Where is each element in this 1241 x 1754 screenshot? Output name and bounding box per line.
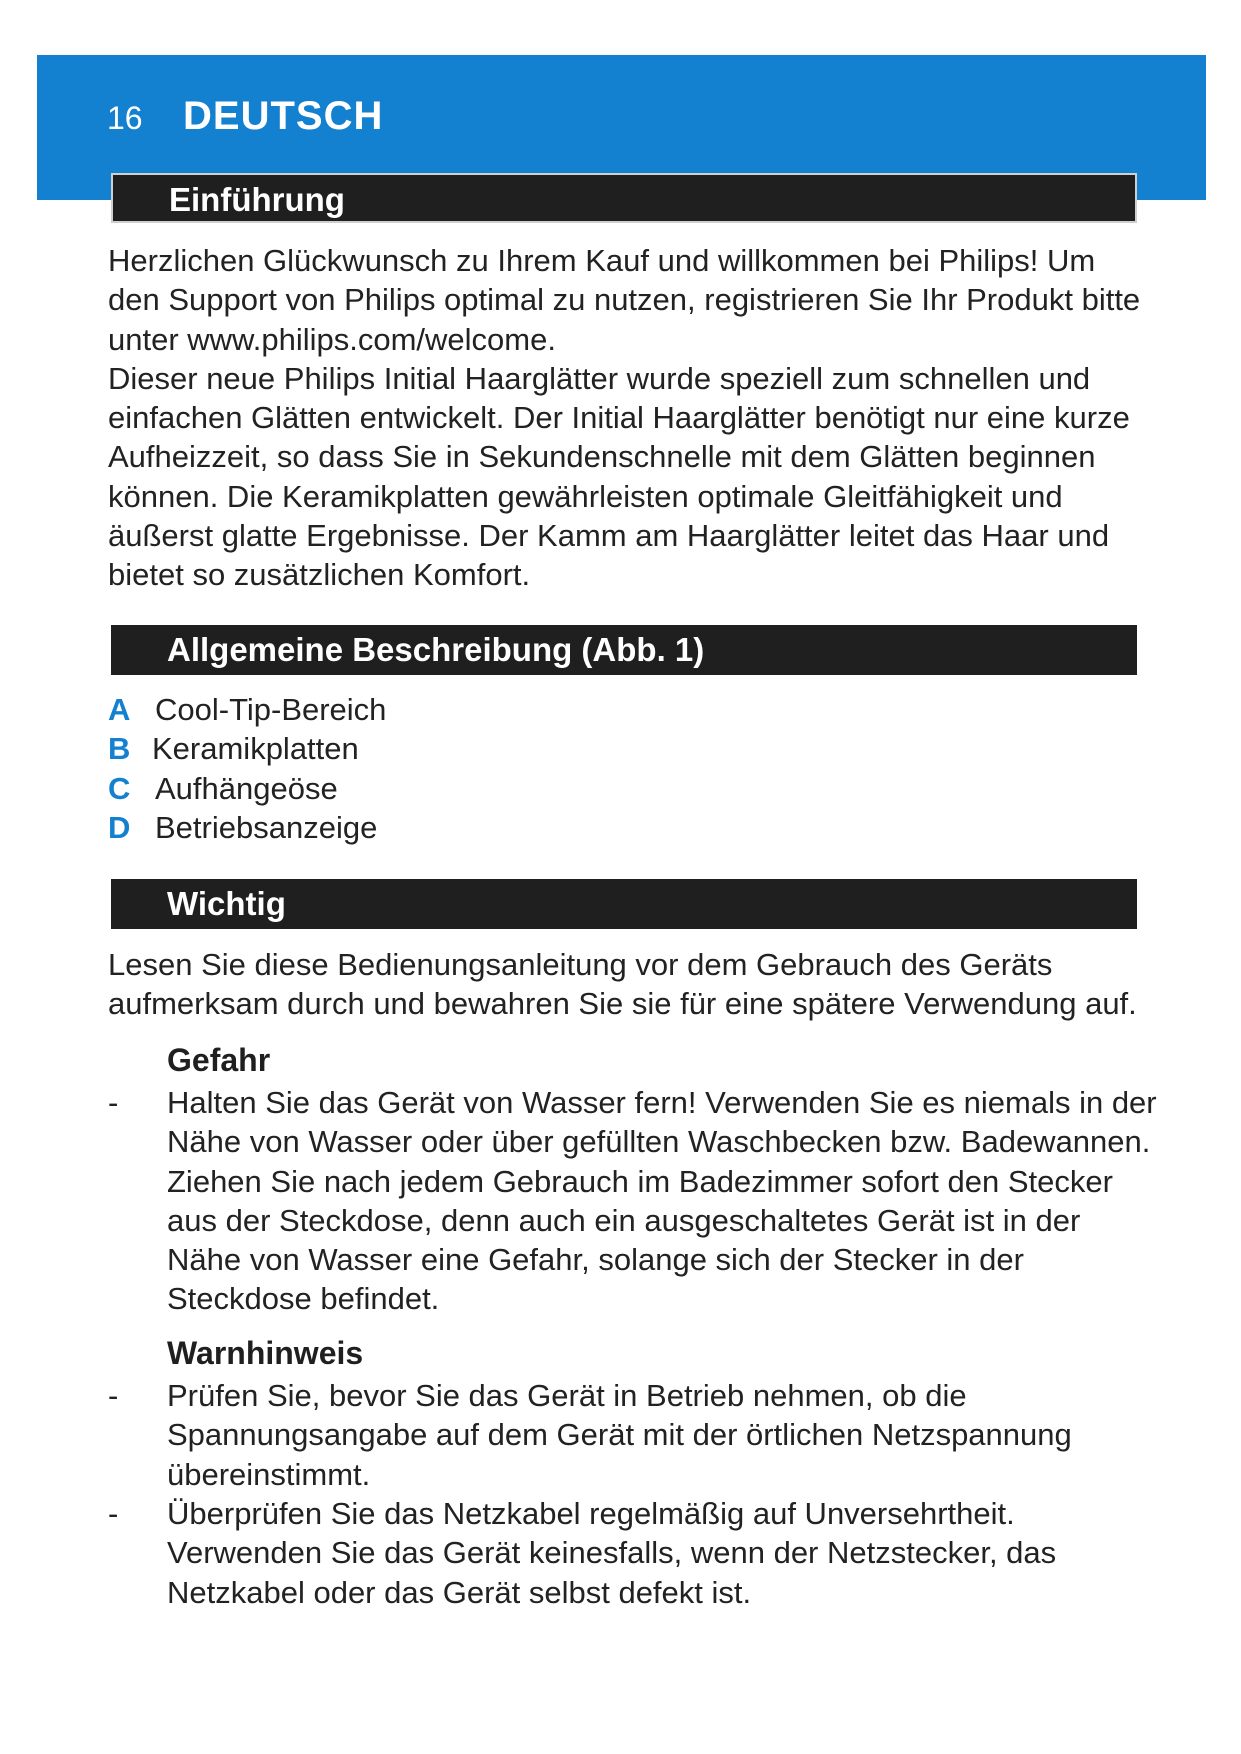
part-letter: B [108,731,131,767]
intro-paragraph-2: Dieser neue Philips Initial Haarglätter wurde speziell zum schnellen und einfachen Glätten entwickelt. Der Initial Haarglätter benötigt nur eine kurze Aufheizzeit, so dass Sie in Sekundenschnelle mit dem Glätten beginnen können. Die Keramikplatten gewährleisten optimale Gleitfähigkeit und äußerst glatte Ergebnisse. Der Kamm am Haarglätter leitet das Haar und bietet so zusätzlichen Komfort. [108,360,1130,593]
part-label: Cool-Tip-Bereich [155,692,387,727]
part-letter: A [108,692,131,727]
danger-bullet [108,1083,1158,1319]
part-label: Betriebsanzeige [155,809,378,845]
section-heading-intro: Einführung [111,173,1137,223]
bullet-dash: - [108,1085,119,1120]
parts-list [108,690,386,847]
list-item [108,808,386,847]
intro-text [108,241,1153,595]
page-number: 16 [107,100,143,136]
bullet-text: Prüfen Sie, bevor Sie das Gerät in Betrieb nehmen, ob die Spannungsangabe auf dem Gerät mit der örtlichen Netzspannung übereinstimmt. [167,1378,1072,1492]
intro-paragraph-1: Herzlichen Glückwunsch zu Ihrem Kauf und willkommen bei Philips! Um den Support von Philips optimal zu nutzen, registrieren Sie Ihr Produkt bitte unter www.philips.com/welcome. [108,243,1141,357]
part-label: Keramikplatten [152,731,359,767]
bullet-dash: - [108,1378,119,1413]
warning-heading: Warnhinweis [167,1335,364,1371]
part-label: Aufhängeöse [155,770,338,806]
list-item [108,729,386,768]
part-letter: C [108,770,131,806]
bullet-text: Halten Sie das Gerät von Wasser fern! Verwenden Sie es niemals in der Nähe von Wasser oder über gefüllten Waschbecken bzw. Badewannen. Ziehen Sie nach jedem Gebrauch im Badezimmer sofort den Stecker aus der Steckdose, denn auch ein ausgeschaltetes Gerät ist in der Nähe von Wasser eine Gefahr, solange sich der Stecker in der Steckdose befindet. [167,1085,1157,1317]
list-item [108,690,386,729]
warning-bullet-1 [108,1376,1158,1494]
section-heading-description: Allgemeine Beschreibung (Abb. 1) [111,625,1137,675]
bullet-dash: - [108,1496,119,1531]
important-intro: Lesen Sie diese Bedienungsanleitung vor dem Gebrauch des Geräts aufmerksam durch und bewahren Sie sie für eine spätere Verwendung auf. [108,947,1137,1022]
section-heading-important: Wichtig [111,879,1137,929]
bullet-text: Überprüfen Sie das Netzkabel regelmäßig auf Unversehrtheit. Verwenden Sie das Gerät keinesfalls, wenn der Netzstecker, das Netzkabel oder das Gerät selbst defekt ist. [167,1496,1057,1610]
part-letter: D [108,809,131,845]
danger-heading: Gefahr [167,1042,271,1078]
warning-bullet-2 [108,1494,1158,1612]
language-title: DEUTSCH [183,94,384,138]
list-item [108,769,386,808]
